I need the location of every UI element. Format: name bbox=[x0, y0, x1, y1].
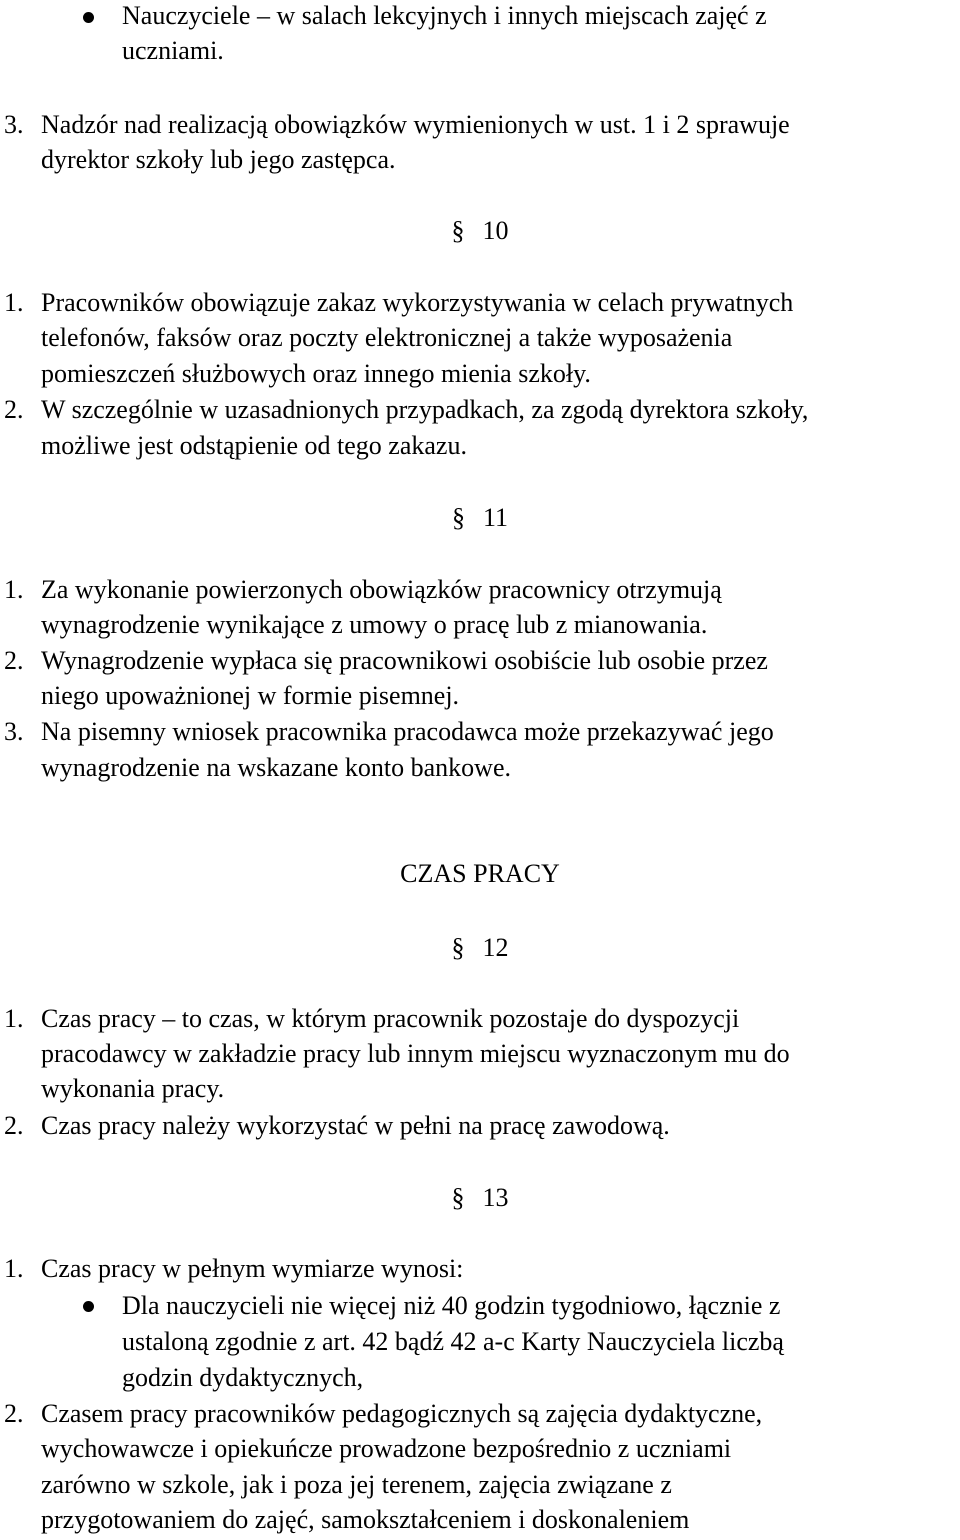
paragraph-text: telefonów, faksów oraz poczty elektronicznej a także wyposażenia bbox=[41, 323, 733, 352]
list-item-text: uczniami. bbox=[122, 36, 224, 65]
item-number: 3. bbox=[4, 717, 24, 746]
item-number: 2. bbox=[4, 1399, 24, 1428]
item-number: 1. bbox=[4, 1004, 24, 1033]
paragraph-text: Czasem pracy pracowników pedagogicznych są zajęcia dydaktyczne, bbox=[41, 1399, 763, 1428]
paragraph-text: W szczególnie w uzasadnionych przypadkach, za zgodą dyrektora szkoły, bbox=[41, 395, 809, 424]
section-number: 10 bbox=[482, 216, 509, 245]
paragraph-text: możliwe jest odstąpienie od tego zakazu. bbox=[41, 431, 467, 460]
paragraph-text: Za wykonanie powierzonych obowiązków pracownicy otrzymują bbox=[41, 575, 722, 604]
paragraph-text: Czas pracy w pełnym wymiarze wynosi: bbox=[41, 1254, 464, 1283]
list-item-text: ustaloną zgodnie z art. 42 bądź 42 a-c Karty Nauczyciela liczbą bbox=[122, 1327, 784, 1356]
section-symbol: § bbox=[451, 1183, 465, 1212]
section-number: 12 bbox=[482, 933, 509, 962]
paragraph-text: zarówno w szkole, jak i poza jej terenem, zajęcia związane z bbox=[41, 1470, 672, 1499]
paragraph-text: wynagrodzenie na wskazane konto bankowe. bbox=[41, 753, 511, 782]
section-symbol: § bbox=[451, 503, 465, 532]
paragraph-text: wynagrodzenie wynikające z umowy o pracę lub z mianowania. bbox=[41, 610, 708, 639]
item-number: 3. bbox=[4, 110, 24, 139]
bullet-icon bbox=[83, 1301, 94, 1312]
paragraph-text: przygotowaniem do zajęć, samokształceniem i doskonaleniem bbox=[41, 1505, 690, 1534]
item-number: 1. bbox=[4, 1254, 24, 1283]
chapter-heading: CZAS PRACY bbox=[400, 859, 560, 888]
paragraph-text: wychowawcze i opiekuńcze prowadzone bezpośrednio z uczniami bbox=[41, 1434, 732, 1463]
paragraph-text: dyrektor szkoły lub jego zastępca. bbox=[41, 145, 396, 174]
paragraph-text: Pracowników obowiązuje zakaz wykorzystywania w celach prywatnych bbox=[41, 288, 794, 317]
item-number: 2. bbox=[4, 646, 24, 675]
list-item-text: godzin dydaktycznych, bbox=[122, 1363, 364, 1392]
list-item-text: Dla nauczycieli nie więcej niż 40 godzin tygodniowo, łącznie z bbox=[122, 1291, 781, 1320]
item-number: 1. bbox=[4, 288, 24, 317]
paragraph-text: Wynagrodzenie wypłaca się pracownikowi osobiście lub osobie przez bbox=[41, 646, 768, 675]
paragraph-text: niego upoważnionej w formie pisemnej. bbox=[41, 681, 460, 710]
section-number: 13 bbox=[482, 1183, 509, 1212]
paragraph-text: Nadzór nad realizacją obowiązków wymienionych w ust. 1 i 2 sprawuje bbox=[41, 110, 790, 139]
section-heading-11 bbox=[0, 500, 960, 535]
section-symbol: § bbox=[451, 216, 465, 245]
section-heading-12 bbox=[0, 930, 960, 965]
section-symbol: § bbox=[451, 933, 465, 962]
item-number: 2. bbox=[4, 395, 24, 424]
item-number: 1. bbox=[4, 575, 24, 604]
section-heading-13 bbox=[0, 1180, 960, 1215]
paragraph-text: Na pisemny wniosek pracownika pracodawca może przekazywać jego bbox=[41, 717, 774, 746]
section-number: 11 bbox=[482, 503, 509, 532]
paragraph-text: pracodawcy w zakładzie pracy lub innym miejscu wyznaczonym mu do bbox=[41, 1039, 790, 1068]
section-heading-10 bbox=[0, 213, 960, 248]
paragraph-text: Czas pracy należy wykorzystać w pełni na pracę zawodową. bbox=[41, 1111, 670, 1140]
bullet-icon bbox=[83, 12, 94, 23]
item-number: 2. bbox=[4, 1111, 24, 1140]
list-item-text: Nauczyciele – w salach lekcyjnych i innych miejscach zajęć z bbox=[122, 1, 767, 30]
paragraph-text: pomieszczeń służbowych oraz innego mienia szkoły. bbox=[41, 359, 591, 388]
paragraph-text: Czas pracy – to czas, w którym pracownik pozostaje do dyspozycji bbox=[41, 1004, 740, 1033]
paragraph-text: wykonania pracy. bbox=[41, 1074, 225, 1103]
